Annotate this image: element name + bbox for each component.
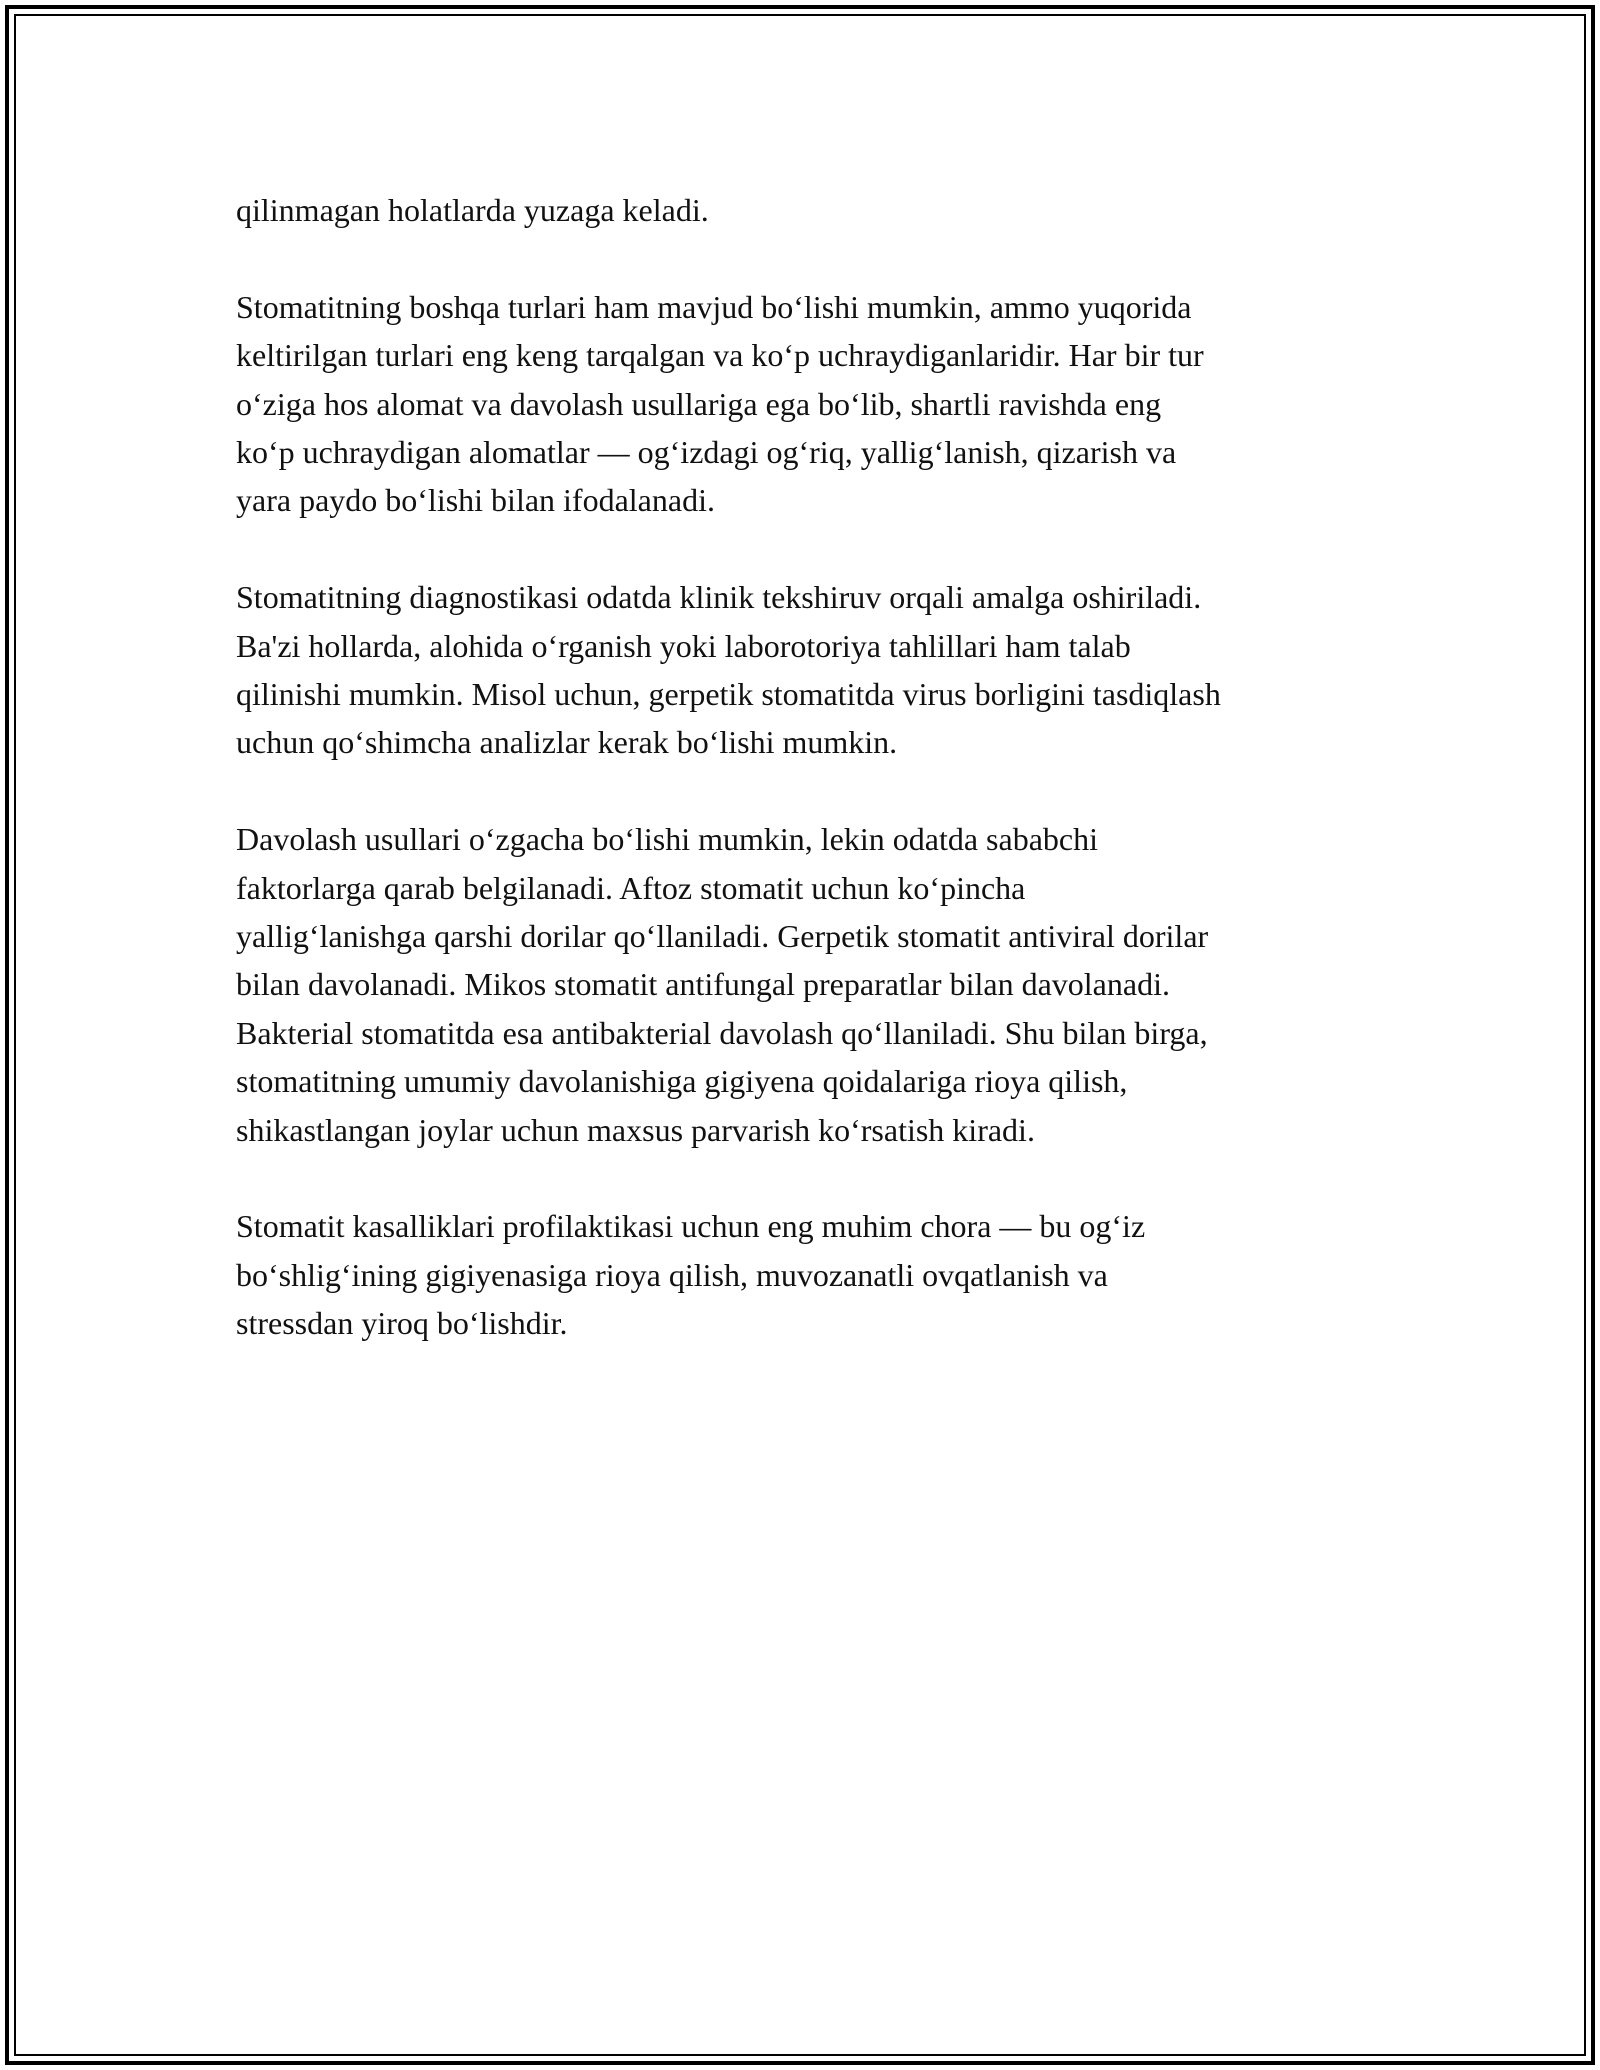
text-line: yara paydo bo‘lishi bilan ifodalanadi. xyxy=(236,482,715,519)
text-line: stressdan yiroq bo‘lishdir. xyxy=(236,1305,568,1342)
text-line: Ba'zi hollarda, alohida o‘rganish yoki laborotoriya tahlillari ham talab xyxy=(236,627,1131,664)
text-line: yallig‘lanishga qarshi dorilar qo‘llaniladi. Gerpetik stomatit antiviral dorilar xyxy=(236,918,1209,955)
paragraph-4 xyxy=(236,815,1396,1154)
text-line: stomatitning umumiy davolanishiga gigiyena qoidalariga rioya qilish, xyxy=(236,1063,1128,1100)
text-line: o‘ziga hos alomat va davolash usullariga ega bo‘lib, shartli ravishda eng xyxy=(236,385,1162,422)
text-line: qilinmagan holatlarda yuzaga keladi. xyxy=(236,192,709,228)
paragraph-1 xyxy=(236,186,1396,234)
document-body xyxy=(236,186,1396,1396)
text-line: Stomatitning boshqa turlari ham mavjud bo‘lishi mumkin, ammo yuqorida xyxy=(236,288,1192,325)
text-line: Stomatitning diagnostikasi odatda klinik tekshiruv orqali amalga oshiriladi. xyxy=(236,579,1202,616)
text-line: qilinishi mumkin. Misol uchun, gerpetik stomatitda virus borligini tasdiqlash xyxy=(236,676,1221,713)
text-line: faktorlarga qarab belgilanadi. Aftoz stomatit uchun ko‘pincha xyxy=(236,869,1026,906)
text-line: bilan davolanadi. Mikos stomatit antifungal preparatlar bilan davolanadi. xyxy=(236,966,1170,1003)
paragraph-5 xyxy=(236,1202,1396,1347)
text-line: bo‘shlig‘ining gigiyenasiga rioya qilish, muvozanatli ovqatlanish va xyxy=(236,1256,1108,1293)
paragraph-2 xyxy=(236,283,1396,525)
text-line: uchun qo‘shimcha analizlar kerak bo‘lishi mumkin. xyxy=(236,724,898,761)
text-line: Bakterial stomatitda esa antibakterial davolash qo‘llaniladi. Shu bilan birga, xyxy=(236,1014,1208,1051)
paragraph-3 xyxy=(236,573,1396,767)
text-line: ko‘p uchraydigan alomatlar — og‘izdagi og‘riq, yallig‘lanish, qizarish va xyxy=(236,434,1177,471)
text-line: Davolash usullari o‘zgacha bo‘lishi mumkin, lekin odatda sababchi xyxy=(236,821,1098,858)
text-line: Stomatit kasalliklari profilaktikasi uchun eng muhim chora — bu og‘iz xyxy=(236,1208,1146,1245)
text-line: keltirilgan turlari eng keng tarqalgan va ko‘p uchraydiganlaridir. Har bir tur xyxy=(236,337,1204,374)
text-line: shikastlangan joylar uchun maxsus parvarish ko‘rsatish kiradi. xyxy=(236,1111,1035,1148)
